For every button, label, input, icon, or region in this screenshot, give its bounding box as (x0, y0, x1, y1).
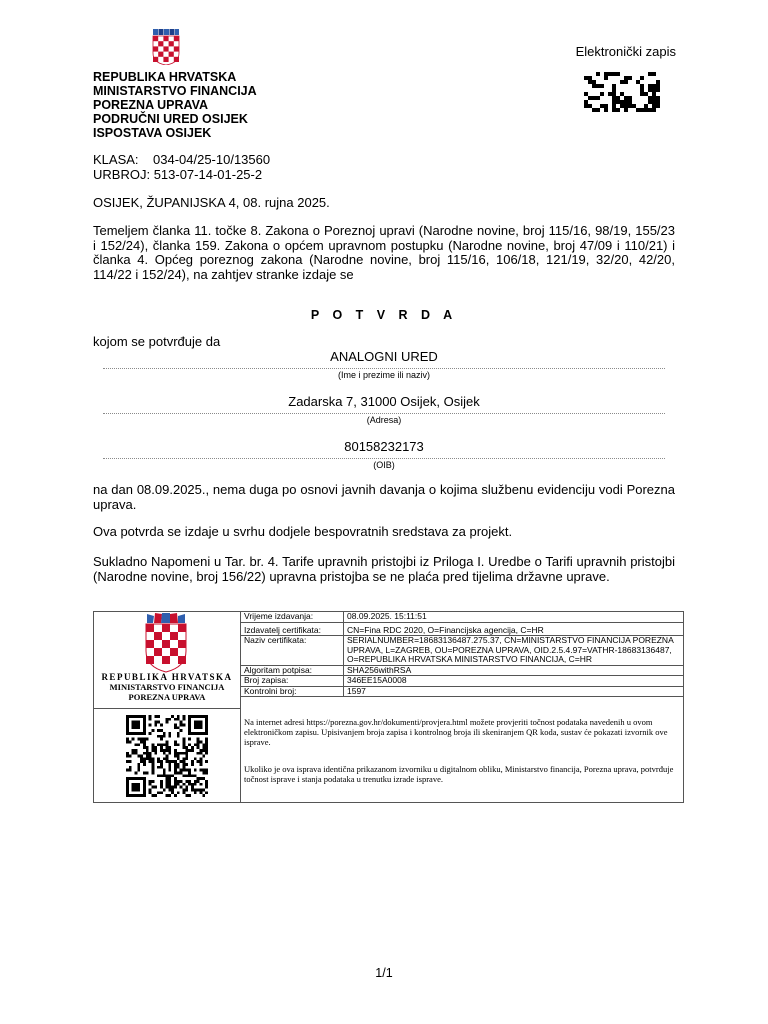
electronic-record-label: Elektronički zapis (575, 44, 676, 59)
confirm-text: kojom se potvrđuje da (93, 334, 221, 349)
issuer-line: REPUBLIKA HRVATSKA (93, 70, 237, 84)
fee-statement: Sukladno Napomeni u Tar. br. 4. Tarife upravnih pristojbi iz Priloga I. Uredbe o Tarifi upravnih pristojbi (Narodne novine, broj 156/22) upravna pristojba se ne plaća pred tijelima državne uprave. (93, 554, 675, 584)
reference-block (93, 153, 270, 182)
purpose-statement: Ova potvrda se izdaje u svrhu dodjele bespovratnih sredstava za projekt. (93, 524, 513, 539)
urbroj-label: URBROJ: (93, 166, 151, 182)
klasa-value: 034-04/25-10/13560 (153, 152, 271, 167)
urbroj-value: 513-07-14-01-25-2 (153, 166, 263, 182)
page-number: 1/1 (375, 966, 393, 980)
qr-code-icon (122, 715, 212, 797)
certificate-table (241, 612, 683, 697)
table-row: Naziv certifikata: SERIALNUMBER=18683136487.275.37, CN=MINISTARSTVO FINANCIJA POREZNA UPRAVA, L=ZAGREB, OU=POREZNA UPRAVA, OID.2.5.4.97=VATHR-18683136487, O=REPUBLIKA HRVATSKA MINISTARSTVO FINANCIJA, C=HR (241, 636, 683, 666)
place-date: OSIJEK, ŽUPANIJSKA 4, 08. rujna 2025. (93, 195, 330, 210)
table-row: Izdavatelj certifikata: CN=Fina RDC 2020, O=Financijska agencija, C=HR (241, 622, 683, 636)
name-caption: (Ime i prezime ili naziv) (337, 370, 431, 380)
address-field (103, 394, 665, 425)
klasa-label: KLASA: (93, 152, 139, 167)
verification-note: Na internet adresi https://porezna.gov.hr/dokumenti/provjera.html možete provjeriti točnost podataka navedenih u ovom elektroničkom zapisu. Upisivanjem broja zapisa i kontrolnog broja ili skeniranjem QR koda, sustav će pokazati izvornik ove isprave. (244, 717, 668, 747)
issuer-header (93, 70, 257, 140)
stamp-republic: REPUBLIKA HRVATSKA (101, 672, 233, 682)
name-field (103, 349, 665, 380)
address-value: Zadarska 7, 31000 Osijek, Osijek (288, 394, 480, 409)
croatian-coat-of-arms-icon (152, 29, 180, 65)
issuer-line: ISPOSTAVA OSIJEK (93, 126, 212, 140)
electronic-signature-box (93, 611, 684, 803)
oib-caption: (OIB) (373, 460, 395, 470)
table-row: Broj zapisa: 346EE15A0008 (241, 676, 683, 687)
stamp-tax-admin: POREZNA UPRAVA (128, 692, 206, 702)
table-row: Kontrolni broj: 1597 (241, 686, 683, 697)
table-row: Algoritam potpisa: SHA256withRSA (241, 665, 683, 676)
authenticity-note: Ukoliko je ova isprava identična prikazanom izvorniku u digitalnom obliku, Ministarstvo financija, Porezna uprava, potvrđuje točnost isprave i stanja podataka u trenutku izrade isprave. (244, 764, 674, 784)
croatian-coat-of-arms-icon (144, 613, 188, 673)
table-row: Vrijeme izdavanja: 08.09.2025. 15:11:51 (241, 612, 683, 622)
document-title: P O T V R D A (310, 308, 458, 322)
debt-statement: na dan 08.09.2025., nema duga po osnovi javnih davanja o kojima službenu evidenciju vodi Porezna uprava. (93, 482, 675, 512)
issuer-line: POREZNA UPRAVA (93, 98, 209, 112)
legal-basis-paragraph: Temeljem članka 11. točke 8. Zakona o Poreznoj upravi (Narodne novine, broj 115/16, 98/19, 155/23 i 152/24), članka 159. Zakona o općem upravnom postupku (Narodne novine, broj 47/09 i 110/21) i članka 4. Općeg poreznog zakona (Narodne novine, broj 115/16, 106/18, 121/19, 32/20, 42/20, 114/22 i 152/24), na zahtjev stranke izdaje se (93, 223, 675, 282)
issuer-line: PODRUČNI URED OSIJEK (93, 112, 248, 126)
address-caption: (Adresa) (366, 415, 402, 425)
barcode-icon (584, 72, 660, 112)
name-value: ANALOGNI URED (330, 349, 438, 364)
oib-value: 80158232173 (344, 439, 424, 454)
stamp-ministry: MINISTARSTVO FINANCIJA (109, 682, 225, 692)
oib-field (103, 439, 665, 470)
issuer-line: MINISTARSTVO FINANCIJA (93, 84, 257, 98)
